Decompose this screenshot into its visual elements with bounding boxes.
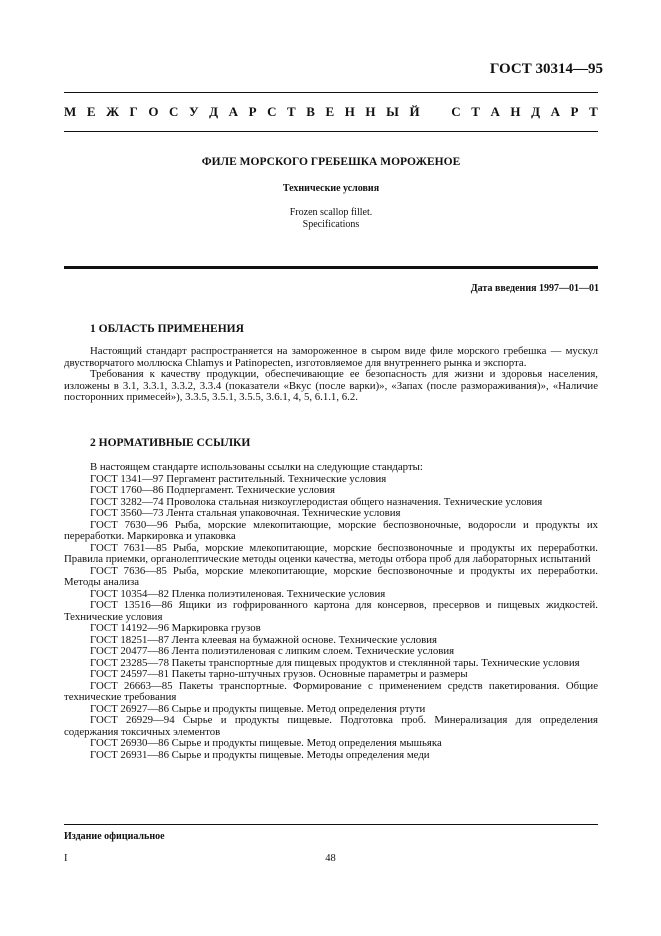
standard-type-letter: О <box>148 104 159 119</box>
reference-item: ГОСТ 13516—86 Ящики из гофрированного картона для консервов, пресервов и пищевых жидкостей. Технические условия <box>64 599 598 623</box>
reference-item: ГОСТ 26930—86 Сырье и продукты пищевые. Метод определения мышьяка <box>90 737 442 749</box>
section-1-heading: 1 ОБЛАСТЬ ПРИМЕНЕНИЯ <box>90 323 244 335</box>
standard-type-letter: У <box>188 104 199 119</box>
reference-item: ГОСТ 7636—85 Рыба, морские млекопитающие, морские беспозвоночные и продукты их переработки. Методы анализа <box>64 564 598 588</box>
reference-item: ГОСТ 10354—82 Пленка полиэтиленовая. Технические условия <box>90 587 386 600</box>
document-subtitle: Технические условия <box>282 183 380 194</box>
section-2-body <box>64 462 598 761</box>
standard-type-letter: Р <box>248 104 257 119</box>
standard-type-letter: Г <box>129 104 138 119</box>
reference-item: ГОСТ 14192—96 Маркировка грузов <box>90 622 261 634</box>
title-rule <box>64 266 598 269</box>
standard-type-letter: Д <box>209 104 219 119</box>
reference-item: ГОСТ 23285—78 Пакеты транспортные для пищевых продуктов и стеклянной тары. Технические условия <box>90 656 580 669</box>
reference-item: ГОСТ 20477—86 Лента полиэтиленовая с липким слоем. Технические условия <box>90 645 455 657</box>
footer-rule <box>64 824 598 825</box>
reference-item: ГОСТ 26929—94 Сырье и продукты пищевые. Подготовка проб. Минерализация для определения содержания токсичных элементов <box>64 714 598 738</box>
english-title-line1: Frozen scallop fillet. <box>289 207 373 218</box>
reference-item: ГОСТ 7631—85 Рыба, морские млекопитающие, морские беспозвоночные и продукты их переработки. Правила приемки, органолептические методы оценки качества, методы отбора проб для лабораторных испытаний <box>64 541 598 565</box>
header-rule <box>64 131 598 132</box>
standard-type-letter: С <box>169 104 179 119</box>
reference-item: ГОСТ 1341—97 Пергамент растительный. Технические условия <box>90 472 387 485</box>
reference-item: ГОСТ 26663—85 Пакеты транспортные. Формирование с применением средств пакетирования. Общие технические требования <box>64 679 598 703</box>
reference-item: ГОСТ 26931—86 Сырье и продукты пищевые. Методы определения меди <box>90 748 430 761</box>
section-2-heading: 2 НОРМАТИВНЫЕ ССЫЛКИ <box>90 437 251 449</box>
reference-item: ГОСТ 3560—73 Лента стальная упаковочная. Технические условия <box>90 507 401 519</box>
official-edition-label: Издание официальное <box>64 831 165 842</box>
standard-type-letter: Ы <box>386 104 399 119</box>
reference-item: ГОСТ 26927—86 Сырье и продукты пищевые. Метод определения ртути <box>90 702 426 715</box>
top-rule <box>64 92 598 93</box>
reference-item: ГОСТ 7630—96 Рыба, морские млекопитающие, морские беспозвоночные, водоросли и продукты их переработки. Маркировка и упаковка <box>64 518 598 542</box>
standard-type-letter: Е <box>325 104 335 119</box>
english-title <box>64 207 598 231</box>
footer-mark: I <box>64 853 68 864</box>
standard-type-letter: Т <box>471 104 480 119</box>
section-2-intro: В настоящем стандарте использованы ссылки на следующие стандарты: <box>90 461 423 473</box>
standard-type-letter: А <box>228 104 238 119</box>
reference-item: ГОСТ 24597—81 Пакеты тарно-штучных грузов. Основные параметры и размеры <box>90 668 468 680</box>
standard-type-letter: А <box>550 104 560 119</box>
reference-item: ГОСТ 3282—74 Проволока стальная низкоуглеродистая общего назначения. Технические условия <box>90 495 543 508</box>
standard-type-heading <box>64 104 598 120</box>
standard-type-letter: В <box>306 104 315 119</box>
standard-type-letter: Р <box>570 104 579 119</box>
standard-type-letter: М <box>64 104 77 119</box>
introduction-date: Дата введения 1997—01—01 <box>470 283 599 294</box>
standard-type-letter: А <box>490 104 500 119</box>
document-title: ФИЛЕ МОРСКОГО ГРЕБЕШКА МОРОЖЕНОЕ <box>201 156 461 168</box>
reference-item: ГОСТ 18251—87 Лента клеевая на бумажной основе. Технические условия <box>90 633 438 646</box>
standard-type-letter: Д <box>531 104 541 119</box>
standard-type-letter: С <box>451 104 461 119</box>
standard-type-letter: Е <box>86 104 96 119</box>
section-1-paragraph: Требования к качеству продукции, обеспечивающие ее безопасность для жизни и здоровья населения, изложены в 3.1, 3.3.1, 3.3.2, 3.3.4 (показатели «Вкус (после варки)», «Запах (после размораживания)», «Наличие посторонних примесей»), 3.3.5, 3.5.1, 3.5.5, 3.6.1, 4, 5, 6.1.1, 6.2. <box>64 368 598 403</box>
standard-type-letter: Н <box>365 104 376 119</box>
standard-type-letter: Ж <box>106 104 119 119</box>
page-number: 48 <box>325 853 336 864</box>
standard-type-letter: Й <box>409 104 420 119</box>
standard-type-letter: Н <box>510 104 521 119</box>
section-1-paragraph: Настоящий стандарт распространяется на замороженное в сыром виде филе морского гребешка — мускул двустворчатого моллюска Chlamys и Patinopecten, изготовляемое для внутреннего рынка и экспорта. <box>64 345 598 369</box>
english-title-line2: Specifications <box>302 219 360 230</box>
standard-type-letter: Т <box>589 104 598 119</box>
standard-type-letter: С <box>267 104 277 119</box>
section-1-body <box>64 346 598 404</box>
standard-number: ГОСТ 30314—95 <box>489 61 603 77</box>
standard-type-letter: Н <box>344 104 355 119</box>
reference-item: ГОСТ 1760—86 Подпергамент. Технические условия <box>90 484 335 496</box>
standard-type-letter: Т <box>287 104 296 119</box>
